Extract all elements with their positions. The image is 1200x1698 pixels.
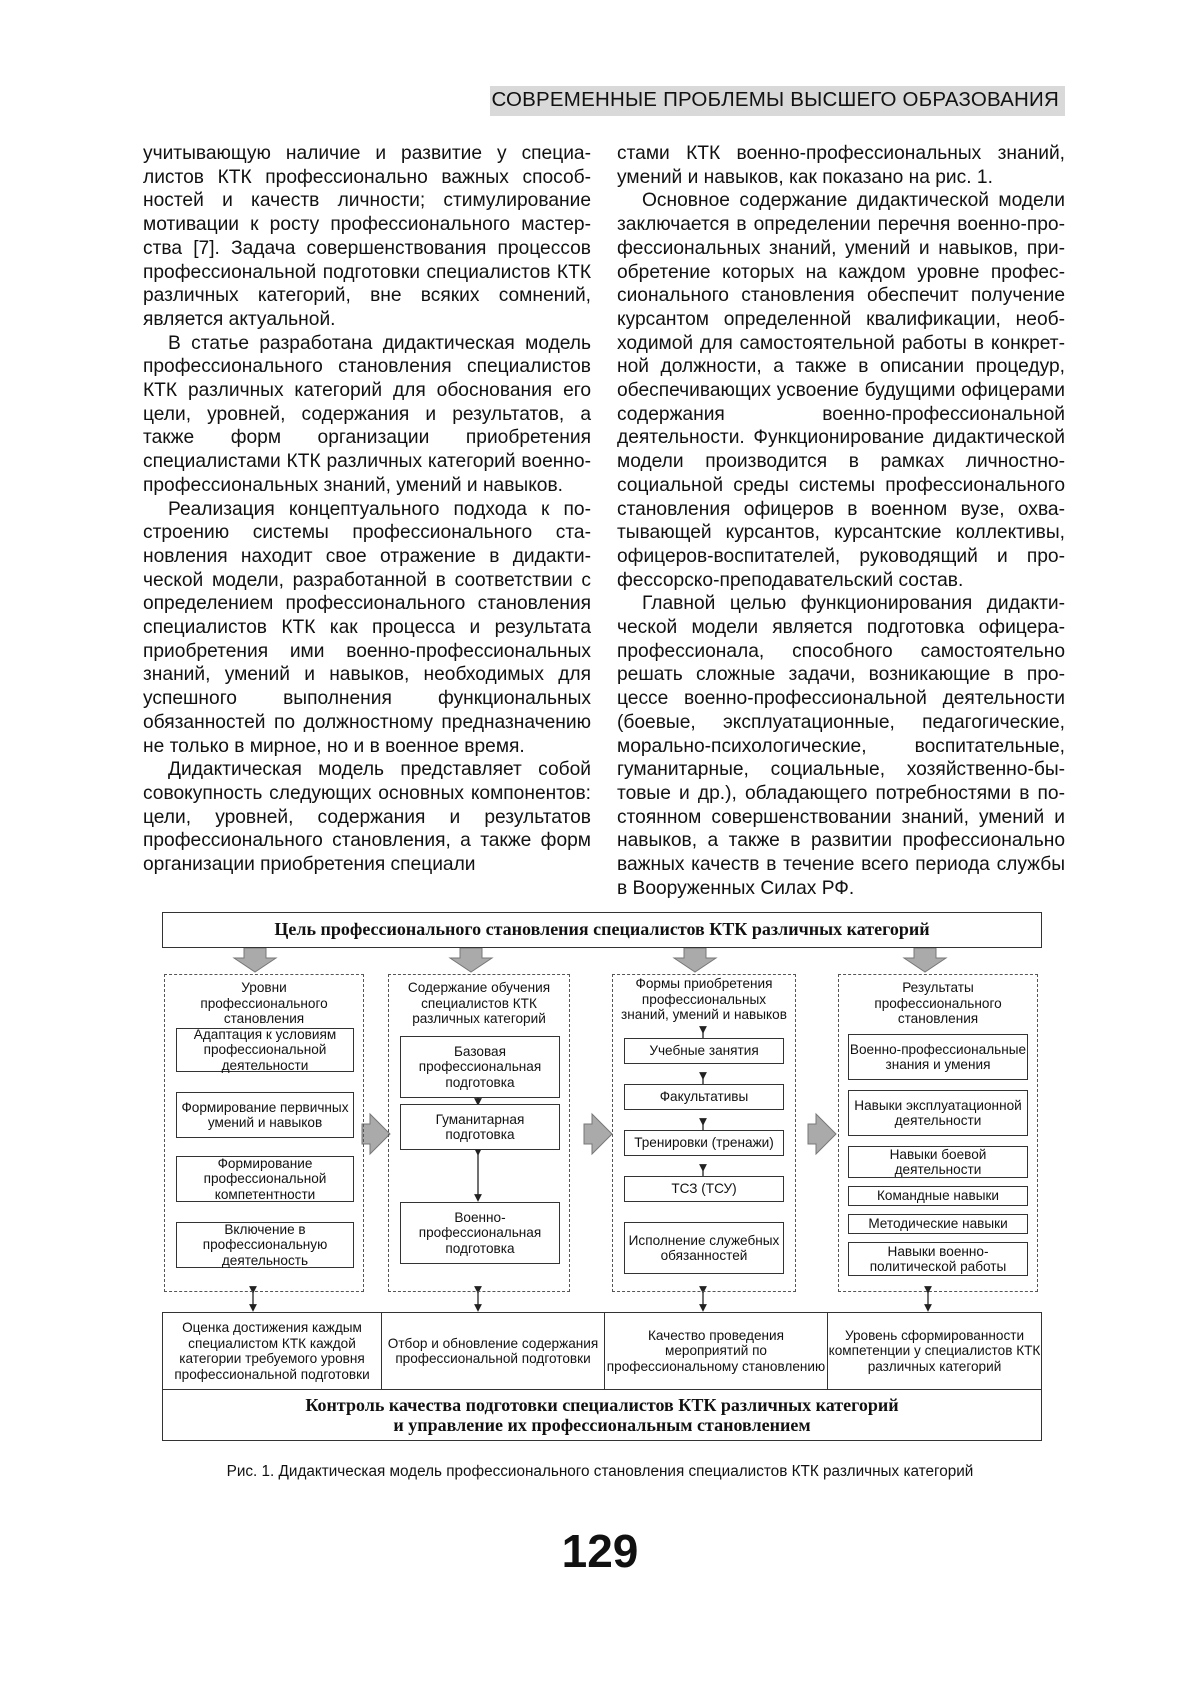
right-text-column (617, 142, 1065, 901)
goal-arrows (234, 948, 946, 972)
right-arrow-icon (362, 1114, 390, 1154)
paragraph: Реализация концептуального подхода к построению системы профессионального становления находит свое отражение в дидактической модели, разработанной в соответствии с определением профессионального становления специалистов КТК как процесса и результата приобретения ими военно-профессиональных знаний, умений и навыков, необходимых для успешного выполнения функциональных обязанностей по должностному предназначению не только в мирное, но и в военное время. (143, 498, 591, 757)
form-box: Тренировки (тренажи) (624, 1130, 784, 1156)
control-line-1: Контроль качества подготовки специалистов КТК различных категорий (305, 1395, 899, 1415)
assessment-box: Уровень сформированности компетенции у специалистов КТК различных категорий (827, 1312, 1042, 1390)
content-box: Военно-профессиональная подготовка (400, 1202, 560, 1264)
control-box (162, 1389, 1042, 1441)
form-box: Исполнение служебных обязанностей (624, 1222, 784, 1274)
right-arrow-icon (584, 1114, 612, 1154)
result-box: Навыки боевой деятельности (848, 1146, 1028, 1178)
left-text-column (143, 142, 591, 877)
journal-section-title: СОВРЕМЕННЫЕ ПРОБЛЕМЫ ВЫСШЕГО ОБРАЗОВАНИЯ (491, 88, 1059, 111)
form-box: Учебные занятия (624, 1038, 784, 1064)
result-box: Навыки военно-политической работы (848, 1242, 1028, 1276)
level-box: Формирование первичных умений и навыков (176, 1092, 354, 1138)
levels-column-title: Уровни профессионального становления (200, 980, 328, 1026)
journal-header-bar (490, 86, 1065, 116)
paragraph: В статье разработана дидактическая модель профессионального становления специалистов КТК различных категорий для обоснования его цели, уровней, содержания и результатов, а также форм организации приобретения специалистами КТК различных категорий военно-профессиональных знаний, умений и навыков. (143, 332, 591, 496)
result-box: Методические навыки (848, 1214, 1028, 1234)
level-box: Адаптация к условиям профессиональной деятельности (176, 1028, 354, 1072)
control-line-2: и управление их профессиональным становлением (393, 1415, 811, 1435)
content-box: Базовая профессиональная подготовка (400, 1036, 560, 1098)
content-box: Гуманитарная подготовка (400, 1104, 560, 1150)
result-box: Военно-профессиональные знания и умения (848, 1034, 1028, 1080)
result-box: Командные навыки (848, 1186, 1028, 1206)
figure-caption: Рис. 1. Дидактическая модель профессионального становления специалистов КТК различных категорий (226, 1463, 974, 1480)
content-column-title: Содержание обучения специалистов КТК различных категорий (407, 980, 551, 1026)
paragraph: Главной целью функционирования дидактической модели является подготовка офицера-профессионала, способного самостоятельно решать сложные задачи, возникающие в процессе военно-профессиональной деятельности (боевые, эксплуатационные, педагогические, морально-психологические, воспитательные, гуманитарные, социальные, хозяйственно-бытовые и др.), обладающего потребностями в постоянном совершенствовании знаний, умений и навыков, а также в развитии профессионально важных качеств в течение всего периода службы в Вооруженных Силах РФ. (617, 593, 1065, 899)
level-box: Формирование профессиональной компетентности (176, 1156, 354, 1202)
form-box: ТСЗ (ТСУ) (624, 1176, 784, 1202)
down-arrow-icon (904, 948, 946, 972)
down-arrow-icon (234, 948, 276, 972)
result-box: Навыки эксплуатационной деятельности (848, 1090, 1028, 1136)
assessment-box: Оценка достижения каждым специалистом КТК каждой категории требуемого уровня профессиональной подготовки (162, 1312, 382, 1390)
level-box: Включение в профессиональную деятельность (176, 1222, 354, 1268)
paragraph: учитывающую наличие и развитие у специалистов КТК профессионально важных способностей и качеств личности; стимулирование мотивации к росту профессионального мастерства [7]. Задача совершенствования процессов профессиональной подготовки специалистов КТК различных категорий, вне всяких сомнений, является актуальной. (143, 143, 591, 330)
paragraph: Основное содержание дидактической модели заключается в определении перечня военно-профессиональных знаний, умений и навыков, приобретение которых на каждом уровне профессионального становления обеспечит получение курсантом определенной квалификации, необходимой для самостоятельной работы в конкретной должности, а также в описании процедур, обеспечивающих усвоение будущими офицерами содержания военно-профессиональной деятельности. Функционирование дидактической модели производится в рамках личностно-социальной среды системы профессионального становления офицеров в военном вузе, охватывающей курсантов, курсантские коллективы, офицеров-воспитателей, руководящий и профессорско-преподавательский состав. (617, 190, 1065, 591)
assessment-box: Качество проведения мероприятий по профессиональному становлению (604, 1312, 828, 1390)
paragraph: стами КТК военно-профессиональных знаний, умений и навыков, как показано на рис. 1. (617, 143, 1065, 188)
page-number: 129 (561, 1525, 639, 1577)
didactic-model-diagram (162, 904, 1042, 1449)
down-arrow-icon (450, 948, 492, 972)
form-box: Факультативы (624, 1084, 784, 1110)
forms-column-title: Формы приобретения профессиональных знаний, умений и навыков (621, 976, 787, 1022)
paragraph: Дидактическая модель представляет собой совокупность следующих основных компонентов: цели, уровней, содержания и результатов профессионального становления, а также форм организации приобретения специали (143, 759, 591, 876)
results-column-title: Результаты профессионального становления (874, 980, 1002, 1026)
right-arrow-icon (808, 1114, 836, 1154)
assessment-box: Отбор и обновление содержания профессиональной подготовки (381, 1312, 605, 1390)
down-arrow-icon (674, 948, 716, 972)
goal-box: Цель профессионального становления специалистов КТК различных категорий (162, 912, 1042, 948)
